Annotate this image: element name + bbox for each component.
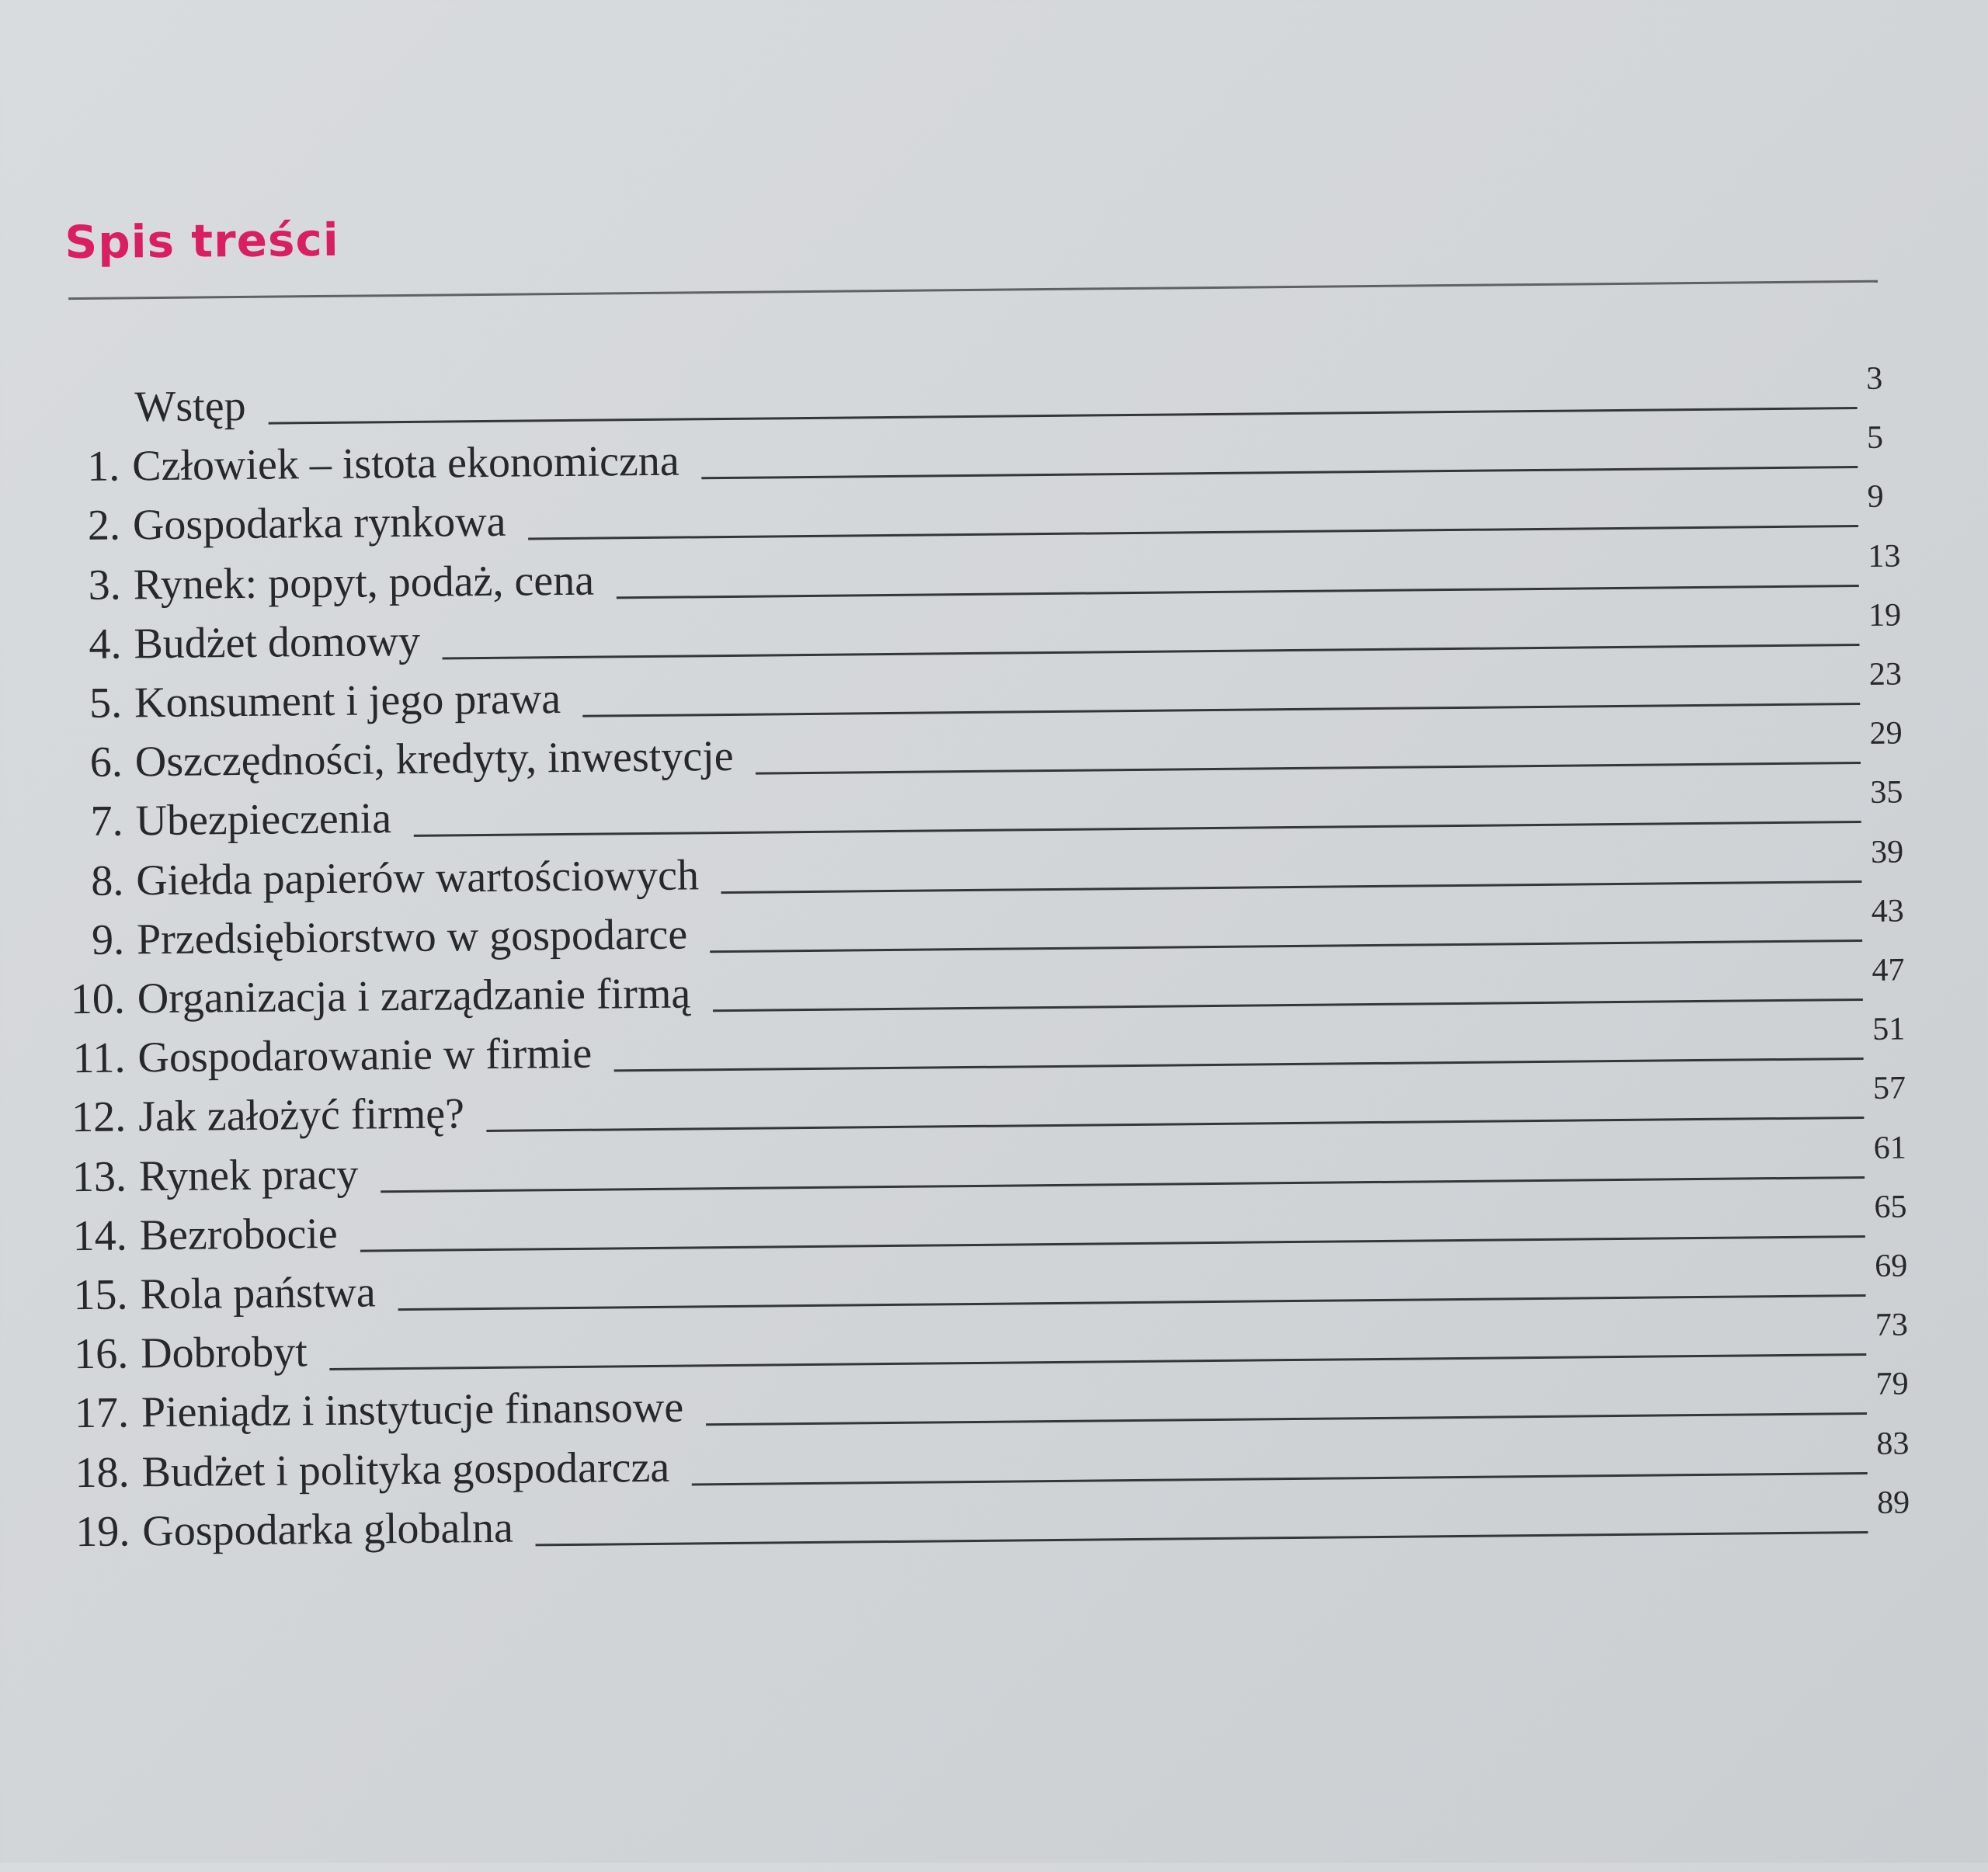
toc-entry-number: 17.	[74, 1388, 130, 1438]
toc-entry-title: Dobrobyt	[140, 1328, 308, 1378]
toc-entry-page: 51	[1872, 1011, 1906, 1048]
toc-entry-number: 1.	[86, 442, 120, 491]
toc-entry-title: Wstęp	[134, 381, 246, 432]
toc-entry-page: 47	[1872, 952, 1905, 988]
toc-entry-number: 15.	[73, 1270, 128, 1320]
toc-entry-number: 18.	[75, 1448, 130, 1497]
toc-entry-page: 69	[1874, 1248, 1908, 1284]
toc-entry-number: 9.	[91, 915, 125, 964]
toc-entry-number: 2.	[87, 501, 121, 550]
toc-entry-page: 79	[1875, 1366, 1909, 1403]
toc-entry-page: 5	[1866, 419, 1884, 457]
toc-entry-title: Giełda papierów wartościowych	[136, 850, 700, 905]
toc-entry-page: 39	[1870, 834, 1904, 870]
toc-entry-title: Ubezpieczenia	[135, 794, 392, 846]
toc-entry-title: Oszczędności, kredyty, inwestycje	[134, 732, 734, 787]
toc-entry-title: Bezrobocie	[139, 1209, 338, 1260]
toc-entry-page: 9	[1867, 479, 1884, 516]
toc-entry-leader	[536, 1531, 1868, 1546]
toc-entry-title: Budżet domowy	[134, 616, 421, 669]
toc-entry-title: Rynek pracy	[138, 1150, 359, 1200]
toc-entry-page: 29	[1869, 715, 1903, 752]
toc-entry-title: Organizacja i zarządzanie firmą	[137, 969, 691, 1023]
toc-entry-number: 5.	[89, 679, 123, 728]
toc-entry-number: 6.	[89, 738, 123, 787]
toc-entry-page: 83	[1876, 1426, 1910, 1462]
toc-entry-page: 13	[1868, 538, 1901, 575]
toc-entry-page: 19	[1868, 597, 1902, 634]
toc-entry-number: 13.	[71, 1152, 127, 1201]
toc-entry-page: 89	[1876, 1485, 1910, 1521]
toc-entry-title: Przedsiębiorstwo w gospodarce	[136, 910, 688, 964]
toc-entry-title: Gospodarka globalna	[142, 1503, 514, 1556]
toc-entry-page: 57	[1872, 1070, 1906, 1107]
toc-entry-title: Gospodarowanie w firmie	[137, 1029, 593, 1082]
toc-entry-number: 12.	[71, 1092, 127, 1142]
toc-entry-number: 4.	[89, 620, 122, 669]
toc-entry-title: Człowiek – istota ekonomiczna	[131, 436, 679, 491]
toc-entry-number: 19.	[75, 1507, 130, 1556]
toc-entry-number: 11.	[72, 1033, 126, 1083]
toc-entry-title: Rynek: popyt, podaż, cena	[133, 556, 595, 609]
toc-entry-number: 3.	[88, 561, 121, 610]
toc-entry-number: 7.	[90, 797, 123, 846]
toc-entry-page: 61	[1873, 1130, 1906, 1166]
toc-entry-page: 23	[1868, 656, 1903, 693]
toc-entry-page: 73	[1875, 1307, 1909, 1344]
toc-entry-page: 43	[1871, 893, 1905, 929]
toc-entry-title: Jak założyć firmę?	[137, 1089, 465, 1141]
toc-entry-page: 35	[1870, 774, 1903, 811]
toc-entry-number: 16.	[73, 1329, 129, 1379]
toc-entry-number: 8.	[91, 856, 124, 905]
toc-entry-title: Budżet i polityka gospodarcza	[141, 1443, 670, 1496]
toc-entry-number: 14.	[72, 1211, 128, 1260]
toc-entry-title: Gospodarka rynkowa	[132, 498, 506, 550]
toc-entry-number: 10.	[70, 974, 126, 1024]
page-title: Spis treści	[64, 213, 340, 269]
toc-entry-title: Konsument i jego prawa	[134, 675, 561, 728]
toc-entry-page: 3	[1865, 360, 1883, 397]
toc-entry-title: Rola państwa	[140, 1268, 377, 1319]
toc-entry-page: 65	[1874, 1189, 1907, 1225]
toc-entry-title: Pieniądz i instytucje finansowe	[141, 1383, 684, 1437]
